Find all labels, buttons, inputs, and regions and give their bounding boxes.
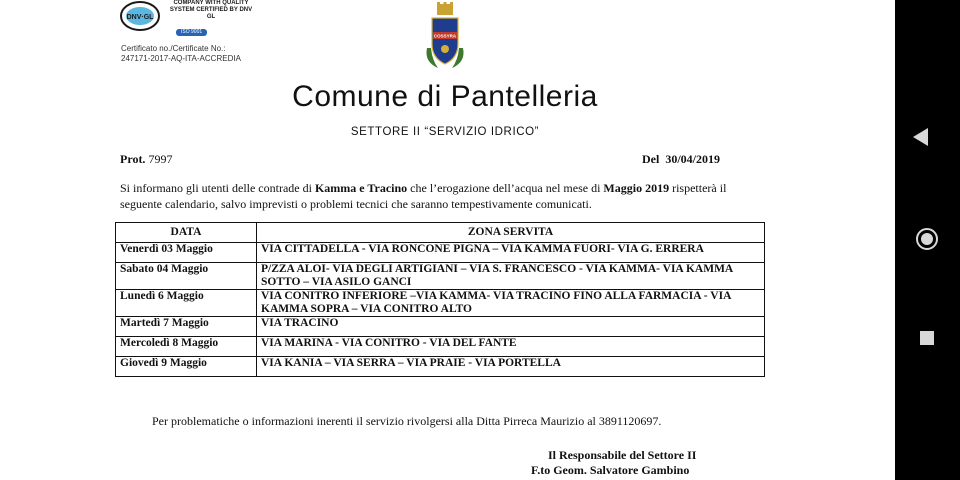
date-value: 30/04/2019	[665, 152, 720, 166]
signature-title: Il Responsabile del Settore II	[548, 448, 697, 462]
municipal-crest-icon	[424, 2, 466, 76]
table-row	[116, 317, 765, 337]
cert-company-text: COMPANY WITH QUALITY SYSTEM CERTIFIED BY DNV GL	[169, 0, 253, 20]
signature-name: F.to Geom. Salvatore Gambino	[531, 463, 690, 477]
row-day: Mercoledì 8 Maggio	[116, 337, 257, 357]
row-day: Lunedì 6 Maggio	[116, 290, 257, 317]
certificate-number: 247171-2017-AQ-ITA-ACCREDIA	[121, 54, 241, 63]
row-zone: VIA CONITRO INFERIORE –VIA KAMMA- VIA TRACINO FINO ALLA FARMACIA - VIA KAMMA SOPRA – VIA CONITRO ALTO	[257, 290, 765, 317]
water-schedule-table	[115, 222, 765, 377]
date-label: Del	[642, 152, 660, 166]
table-header-row	[116, 223, 765, 243]
row-day: Venerdì 03 Maggio	[116, 243, 257, 263]
recent-apps-icon[interactable]	[920, 331, 934, 345]
home-icon[interactable]	[916, 228, 938, 250]
row-zone: P/ZZA ALOI- VIA DEGLI ARTIGIANI – VIA S. FRANCESCO - VIA KAMMA- VIA KAMMA SOTTO – VIA ASILO GANCI	[257, 263, 765, 290]
row-day: Sabato 04 Maggio	[116, 263, 257, 290]
iso-badge: ISO 9001	[176, 29, 207, 36]
row-zone: VIA KANIA – VIA SERRA – VIA PRAIE - VIA PORTELLA	[257, 357, 765, 377]
crest-label: COSSYRA	[433, 33, 457, 39]
back-icon[interactable]	[913, 128, 928, 146]
protocol-number	[120, 152, 172, 167]
document-date	[642, 152, 720, 167]
intro-paragraph: Si informano gli utenti delle contrade di Kamma e Tracino che l’erogazione dell’acqua nel mese di Maggio 2019 rispetterà il seguente calendario, salvo imprevisti o problemi tecnici che saranno tempestivamente comunicati.	[120, 181, 727, 211]
page-title: Comune di Pantelleria	[292, 80, 598, 113]
row-zone: VIA MARINA - VIA CONITRO - VIA DEL FANTE	[257, 337, 765, 357]
table-row	[116, 290, 765, 317]
android-navigation-bar	[895, 0, 960, 480]
table-row	[116, 337, 765, 357]
row-zone: VIA TRACINO	[257, 317, 765, 337]
row-day: Giovedì 9 Maggio	[116, 357, 257, 377]
page-subtitle: SETTORE II “SERVIZIO IDRICO”	[350, 126, 540, 138]
certificate-info	[121, 44, 241, 64]
certificate-label: Certificato no./Certificate No.:	[121, 44, 226, 53]
prot-value: 7997	[148, 152, 173, 166]
header-zona-servita: ZONA SERVITA	[257, 223, 765, 243]
prot-label: Prot.	[120, 152, 146, 166]
row-day: Martedì 7 Maggio	[116, 317, 257, 337]
header-data: DATA	[116, 223, 257, 243]
dnv-gl-logo-text: DNV·GL	[126, 14, 154, 21]
table-row	[116, 243, 765, 263]
contact-note: Per problematiche o informazioni inerenti il servizio rivolgersi alla Ditta Pirreca Maurizio al 3891120697.	[152, 414, 662, 428]
dnv-gl-logo-icon	[118, 0, 162, 34]
table-row	[116, 263, 765, 290]
row-zone: VIA CITTADELLA - VIA RONCONE PIGNA – VIA KAMMA FUORI- VIA G. ERRERA	[257, 243, 765, 263]
table-row	[116, 357, 765, 377]
